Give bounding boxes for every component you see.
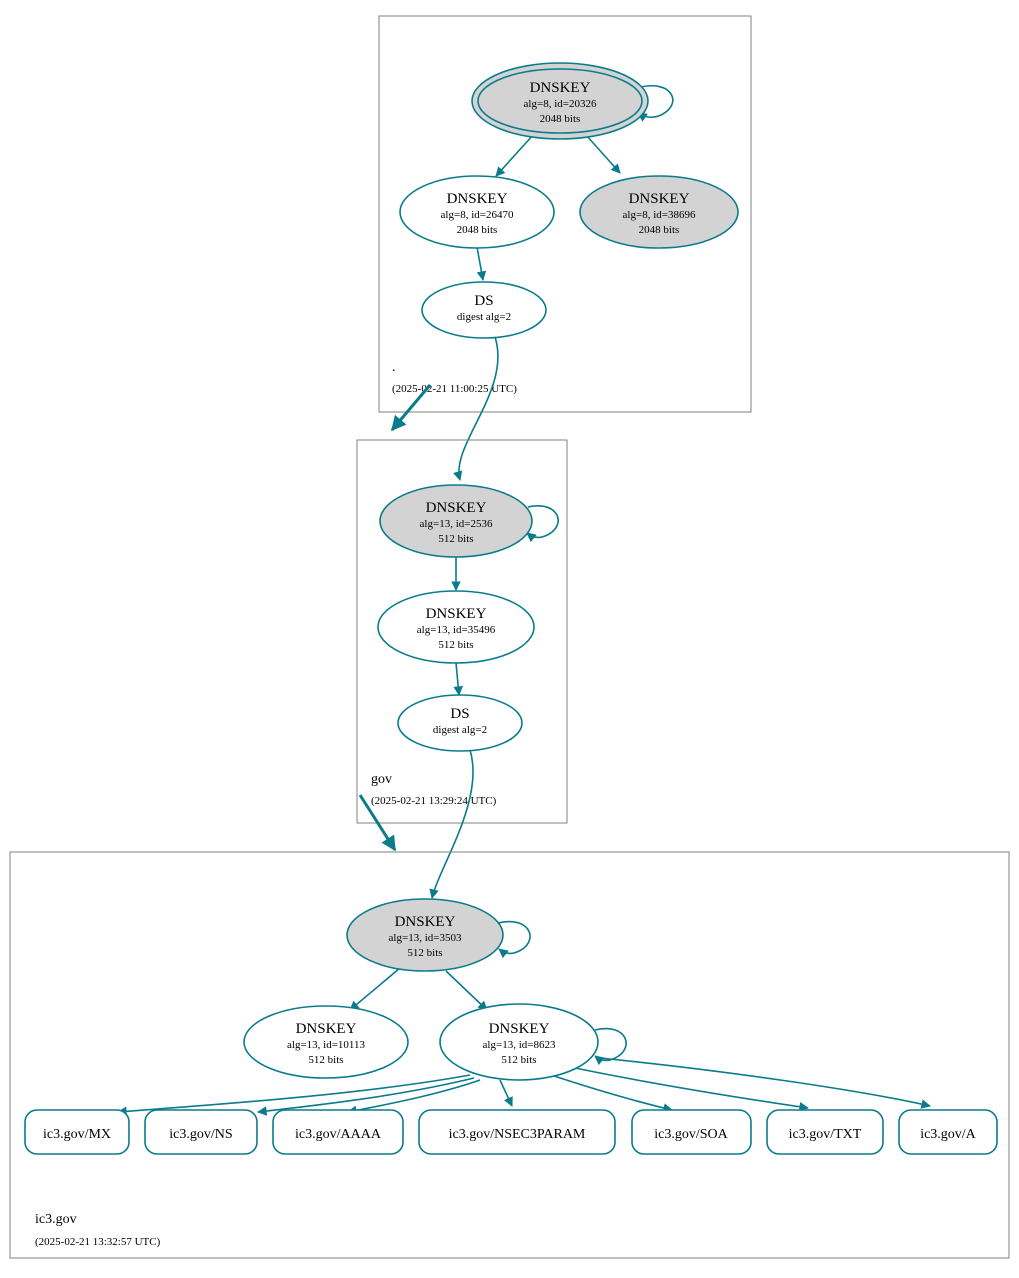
edge-ic3-8623-self bbox=[595, 1029, 626, 1061]
node-gov-ds-line2: digest alg=2 bbox=[432, 724, 488, 736]
node-gov-ds bbox=[398, 695, 522, 751]
node-root-ksk bbox=[472, 63, 648, 139]
edge-8623-to-ns bbox=[258, 1078, 474, 1112]
node-root-ds-title: DS bbox=[474, 293, 494, 309]
zone-timestamp-ic3gov: (2025-02-21 13:32:57 UTC) bbox=[35, 1236, 161, 1248]
node-root-zsk-38696-line2: alg=8, id=38696 bbox=[622, 209, 696, 221]
edge-8623-to-txt bbox=[556, 1064, 808, 1108]
edge-8623-to-nsec3param bbox=[500, 1080, 512, 1106]
edge-8623-to-soa bbox=[545, 1073, 672, 1110]
node-ic3-ksk bbox=[347, 899, 503, 971]
zone-timestamp-root: (2025-02-21 11:00:25 UTC) bbox=[392, 383, 517, 395]
node-ic3-zsk-8623 bbox=[440, 1004, 598, 1080]
node-ic3-zsk-8623-line3: 512 bits bbox=[501, 1054, 537, 1066]
edge-root-ksk-to-26470 bbox=[496, 134, 534, 176]
node-ic3-zsk-10113-line2: alg=13, id=10113 bbox=[287, 1039, 365, 1051]
node-ic3-zsk-10113-line3: 512 bits bbox=[308, 1054, 344, 1066]
edge-root-26470-to-ds bbox=[477, 247, 483, 280]
edge-gov-35496-to-ds bbox=[456, 663, 459, 695]
rrset-ic3-ns-label: ic3.gov/NS bbox=[169, 1127, 233, 1142]
node-root-zsk-26470-line2: alg=8, id=26470 bbox=[440, 209, 514, 221]
node-root-ds bbox=[422, 282, 546, 338]
node-root-zsk-38696-title: DNSKEY bbox=[628, 191, 690, 207]
edge-8623-to-mx bbox=[118, 1075, 470, 1112]
node-root-ksk-line2: alg=8, id=20326 bbox=[523, 98, 597, 110]
rrset-ic3-aaaa-label: ic3.gov/AAAA bbox=[295, 1127, 381, 1142]
edge-ic3-ksk-to-10113 bbox=[350, 968, 400, 1010]
edge-gov-ds-to-ic3-ksk bbox=[432, 750, 473, 898]
edge-8623-to-aaaa bbox=[348, 1080, 480, 1112]
rrset-ic3-aaaa bbox=[273, 1110, 403, 1154]
rrset-ic3-txt bbox=[767, 1110, 883, 1154]
rrset-ic3-soa-label: ic3.gov/SOA bbox=[654, 1127, 728, 1142]
node-root-ksk-title: DNSKEY bbox=[529, 80, 591, 96]
zone-label-root: . bbox=[392, 360, 396, 375]
node-gov-ksk-line3: 512 bits bbox=[438, 533, 474, 545]
edge-root-ksk-to-38696 bbox=[586, 135, 620, 173]
node-gov-ksk bbox=[380, 485, 532, 557]
zone-label-ic3gov: ic3.gov bbox=[35, 1212, 77, 1227]
rrset-ic3-mx-label: ic3.gov/MX bbox=[42, 1127, 112, 1142]
rrset-ic3-nsec3param-label: ic3.gov/NSEC3PARAM bbox=[448, 1127, 586, 1142]
node-root-zsk-26470 bbox=[400, 176, 554, 248]
rrset-ic3-mx bbox=[25, 1110, 129, 1154]
node-gov-zsk-35496-title: DNSKEY bbox=[425, 606, 487, 622]
node-root-zsk-38696 bbox=[580, 176, 738, 248]
node-gov-ds-title: DS bbox=[450, 706, 470, 722]
node-ic3-zsk-10113-title: DNSKEY bbox=[295, 1021, 357, 1037]
node-ic3-zsk-10113 bbox=[244, 1006, 408, 1078]
rrset-ic3-txt-label: ic3.gov/TXT bbox=[788, 1127, 862, 1142]
rrset-ic3-a-label: ic3.gov/A bbox=[920, 1127, 976, 1142]
node-root-ksk-line3: 2048 bits bbox=[539, 113, 581, 125]
node-ic3-ksk-title: DNSKEY bbox=[394, 914, 456, 930]
node-ic3-ksk-line2: alg=13, id=3503 bbox=[388, 932, 462, 944]
node-root-zsk-26470-line3: 2048 bits bbox=[456, 224, 498, 236]
node-ic3-zsk-8623-title: DNSKEY bbox=[488, 1021, 550, 1037]
node-gov-zsk-35496 bbox=[378, 591, 534, 663]
rrset-ic3-soa bbox=[632, 1110, 751, 1154]
zone-timestamp-gov: (2025-02-21 13:29:24 UTC) bbox=[371, 795, 497, 807]
zone-label-gov: gov bbox=[371, 772, 392, 787]
node-root-zsk-26470-title: DNSKEY bbox=[446, 191, 508, 207]
rrset-ic3-nsec3param bbox=[419, 1110, 615, 1154]
edge-ic3-ksk-to-8623 bbox=[446, 971, 487, 1010]
node-gov-ksk-line2: alg=13, id=2536 bbox=[419, 518, 493, 530]
edge-root-ds-to-gov-ksk bbox=[459, 337, 498, 480]
node-root-ds-line2: digest alg=2 bbox=[456, 311, 512, 323]
node-ic3-zsk-8623-line2: alg=13, id=8623 bbox=[482, 1039, 556, 1051]
node-gov-ksk-title: DNSKEY bbox=[425, 500, 487, 516]
node-gov-zsk-35496-line2: alg=13, id=35496 bbox=[416, 624, 496, 636]
rrset-ic3-ns bbox=[145, 1110, 257, 1154]
node-gov-zsk-35496-line3: 512 bits bbox=[438, 639, 474, 651]
node-root-zsk-38696-line3: 2048 bits bbox=[638, 224, 680, 236]
rrset-ic3-a bbox=[899, 1110, 997, 1154]
node-ic3-ksk-line3: 512 bits bbox=[407, 947, 443, 959]
